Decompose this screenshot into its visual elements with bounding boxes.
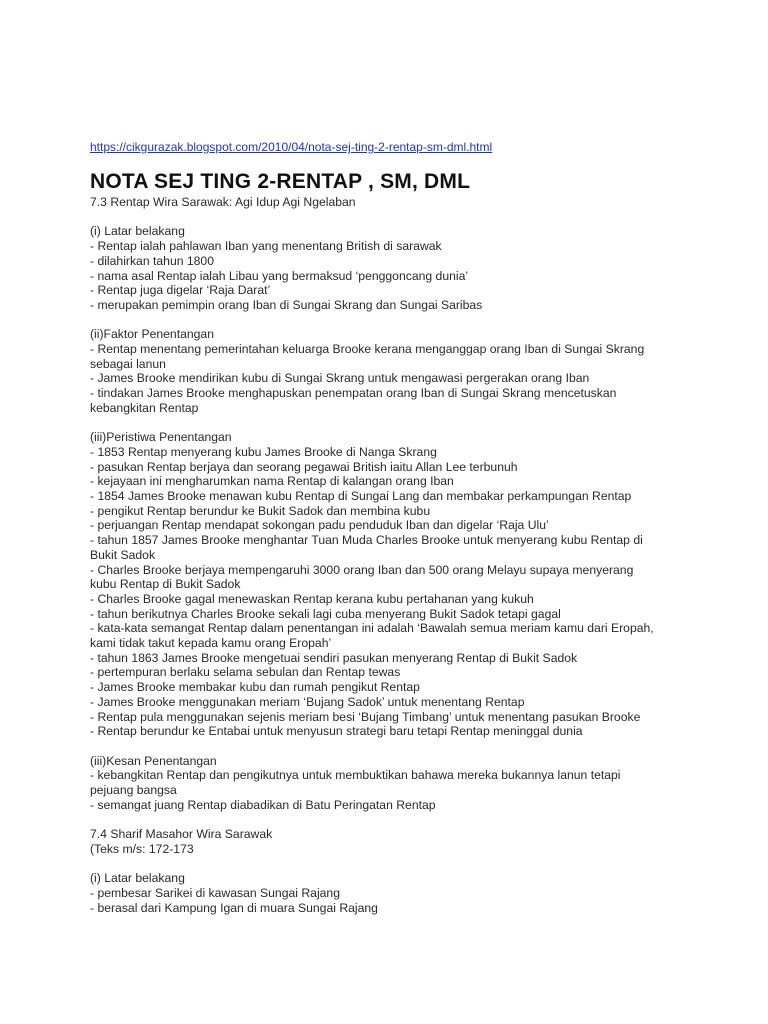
blank-line: [90, 210, 690, 225]
bullet-line: - Charles Brooke berjaya mempengaruhi 3000 orang Iban dan 500 orang Melayu supaya menyerang: [90, 562, 634, 577]
bullet-line: - nama asal Rentap ialah Libau yang bermaksud ‘penggoncang dunia’: [90, 268, 469, 283]
text-line: Bukit Sadok: [90, 547, 156, 562]
bullet-line: - tahun berikutnya Charles Brooke sekali lagi cuba menyerang Bukit Sadok tetapi gagal: [90, 606, 561, 621]
bullet-line: - tahun 1863 James Brooke mengetuai sendiri pasukan menyerang Rentap di Bukit Sadok: [90, 650, 578, 665]
blank-line: [90, 739, 690, 754]
text-line: kubu Rentap di Bukit Sadok: [90, 577, 241, 592]
bullet-line: - semangat juang Rentap diabadikan di Batu Peringatan Rentap: [90, 797, 436, 812]
bullet-line: - Rentap menentang pemerintahan keluarga Brooke kerana menganggap orang Iban di Sungai Skrang: [90, 342, 645, 356]
bullet-line: - tindakan James Brooke menghapuskan penempatan orang Iban di Sungai Skrang mencetuskan: [90, 386, 617, 401]
document-body: [90, 195, 690, 915]
bullet-line: - tahun 1857 James Brooke menghantar Tuan Muda Charles Brooke untuk menyerang kubu Rentap di: [90, 533, 643, 548]
blank-line: [90, 857, 690, 872]
bullet-line: - Rentap ialah pahlawan Iban yang menentang British di sarawak: [90, 239, 442, 254]
subtopic-heading: 7.4 Sharif Masahor Wira Sarawak: [90, 827, 273, 842]
section-heading: (ii)Faktor Penentangan: [90, 327, 214, 342]
bullet-line: - dilahirkan tahun 1800: [90, 253, 214, 268]
bullet-line: - pasukan Rentap berjaya dan seorang pegawai British iaitu Allan Lee terbunuh: [90, 459, 518, 474]
bullet-line: - Rentap pula menggunakan sejenis meriam besi ‘Bujang Timbang’ untuk menentang pasukan Brooke: [90, 709, 641, 724]
subtopic-heading: 7.3 Rentap Wira Sarawak: Agi Idup Agi Ngelaban: [90, 195, 356, 209]
bullet-line: - James Brooke membakar kubu dan rumah pengikut Rentap: [90, 680, 420, 695]
section-heading: (iii)Peristiwa Penentangan: [90, 430, 232, 445]
bullet-line: - perjuangan Rentap mendapat sokongan padu penduduk Iban dan digelar ‘Raja Ulu’: [90, 518, 549, 533]
bullet-line: - kata-kata semangat Rentap dalam penentangan ini adalah ‘Bawalah semua meriam kamu dari Eropah,: [90, 621, 654, 636]
bullet-line: - James Brooke menggunakan meriam ‘Bujang Sadok’ untuk menentang Rentap: [90, 694, 525, 709]
section-heading: (iii)Kesan Penentangan: [90, 753, 217, 768]
blank-line: [90, 416, 690, 431]
bullet-line: - Rentap juga digelar ‘Raja Darat’: [90, 283, 271, 298]
bullet-line: - pengikut Rentap berundur ke Bukit Sadok dan membina kubu: [90, 503, 431, 518]
blank-line: [90, 313, 690, 328]
text-line: kebangkitan Rentap: [90, 400, 199, 415]
bullet-line: - pembesar Sarikei di kawasan Sungai Rajang: [90, 885, 340, 900]
bullet-line: - Rentap berundur ke Entabai untuk menyusun strategi baru tetapi Rentap meninggal dunia: [90, 724, 583, 739]
bullet-line: - kejayaan ini mengharumkan nama Rentap di kalangan orang Iban: [90, 474, 454, 489]
bullet-line: - 1854 James Brooke menawan kubu Rentap di Sungai Lang dan membakar perkampungan Rentap: [90, 489, 632, 504]
document-page: [90, 140, 690, 915]
section-heading: (i) Latar belakang: [90, 871, 185, 886]
document-title: NOTA SEJ TING 2-RENTAP , SM, DML: [90, 170, 471, 193]
bullet-line: - merupakan pemimpin orang Iban di Sungai Skrang dan Sungai Saribas: [90, 297, 483, 312]
bullet-line: - pertempuran berlaku selama sebulan dan Rentap tewas: [90, 665, 401, 680]
blank-line: [90, 812, 690, 827]
bullet-line: - 1853 Rentap menyerang kubu James Brooke di Nanga Skrang: [90, 444, 437, 459]
text-line: pejuang bangsa: [90, 783, 177, 798]
bullet-line: - kebangkitan Rentap dan pengikutnya untuk membuktikan bahawa mereka bukannya lanun tetapi: [90, 768, 621, 783]
bullet-line: - James Brooke mendirikan kubu di Sungai Skrang untuk mengawasi pergerakan orang Iban: [90, 371, 590, 386]
bullet-line: - Charles Brooke gagal menewaskan Rentap kerana kubu pertahanan yang kukuh: [90, 591, 534, 606]
text-line: (Teks m/s: 172-173: [90, 841, 194, 856]
text-line: sebagai lanun: [90, 356, 166, 371]
bullet-line: - berasal dari Kampung Igan di muara Sungai Rajang: [90, 900, 378, 915]
section-heading: (i) Latar belakang: [90, 224, 185, 239]
text-line: kami tidak takut kepada kamu orang Eropah’: [90, 636, 332, 651]
source-url-link[interactable]: https://cikgurazak.blogspot.com/2010/04/nota-sej-ting-2-rentap-sm-dml.html: [90, 140, 493, 154]
